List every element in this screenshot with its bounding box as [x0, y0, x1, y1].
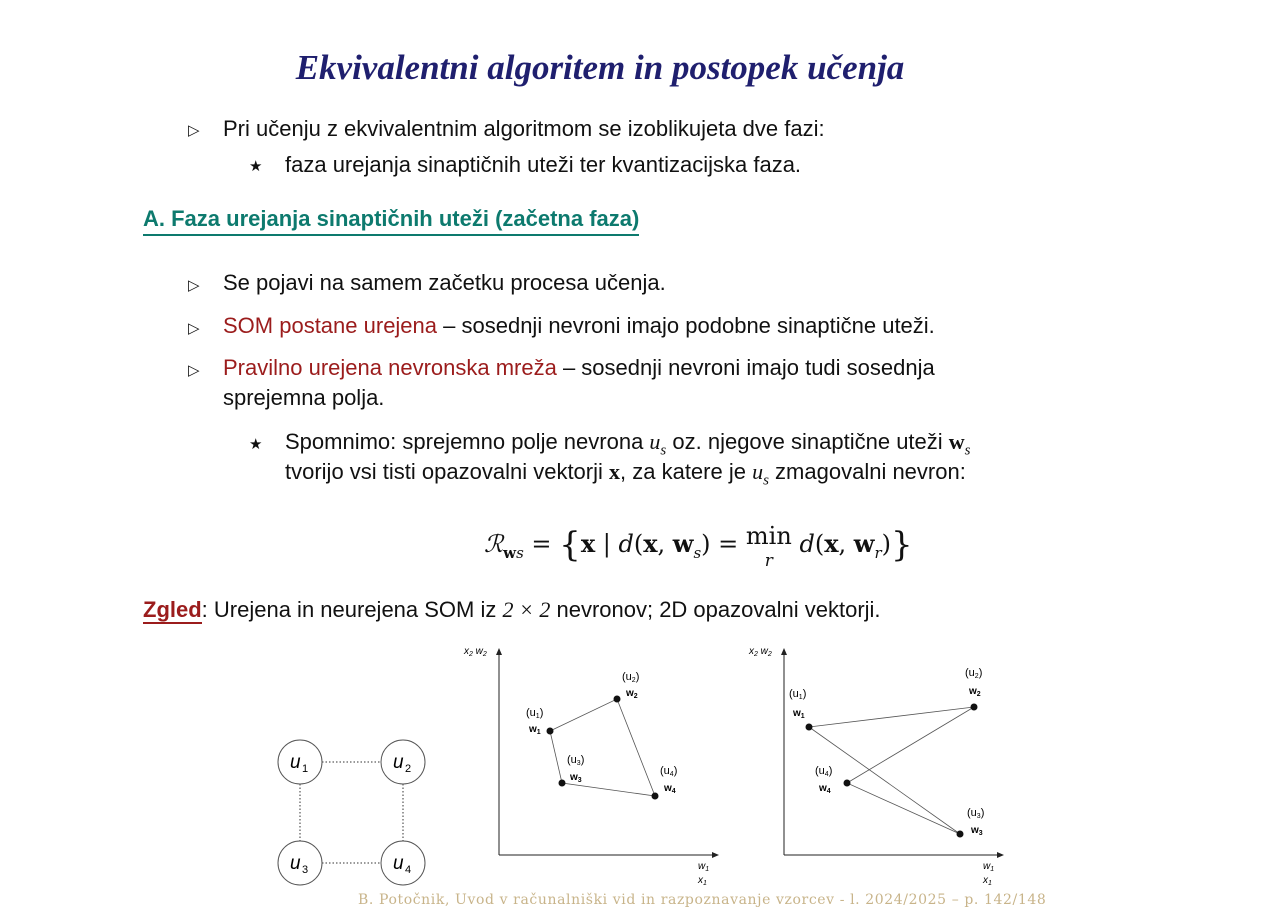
math-us: $u_s$ [752, 459, 769, 489]
svg-text:w1: $w_1$ [983, 861, 995, 873]
svg-text:w4: $w_4$ [819, 783, 831, 795]
svg-text:u: u [393, 752, 404, 773]
neuron-u4 [381, 841, 425, 885]
text-part: oz. njegove sinaptične uteži [666, 429, 949, 454]
ordered-som-plot [460, 640, 720, 890]
svg-text:u: u [393, 853, 404, 874]
svg-text:4: 4 [405, 864, 412, 876]
svg-text:x1: $x_1$ [698, 875, 707, 887]
weight-point [526, 707, 554, 736]
math-grid-size: 2 × 2 [502, 597, 551, 622]
star-bullet-icon: ★ [249, 158, 263, 175]
svg-text:3: 3 [302, 864, 309, 876]
svg-text:u: u [290, 752, 301, 773]
section-heading: A. Faza urejanja sinaptičnih uteži (začetna faza) [143, 206, 639, 236]
svg-text:(u3): (u3) [567, 754, 585, 767]
star-bullet-icon: ★ [249, 436, 263, 453]
bullet-text: Se pojavi na samem začetku procesa učenja. [223, 270, 666, 295]
triangle-bullet-icon: ▷ [188, 320, 200, 337]
weight-point [957, 807, 985, 838]
slide-title: Ekvivalentni algoritem in postopek učenja [295, 48, 905, 87]
neuron-u2 [381, 740, 425, 784]
bullet-rest: – sosednji nevroni imajo tudi sosednja [556, 355, 935, 380]
svg-text:(u4): (u4) [660, 765, 678, 778]
svg-text:1: 1 [302, 763, 309, 775]
weight-point [652, 765, 678, 800]
svg-text:(u1): (u1) [789, 688, 807, 701]
svg-text:(u2): (u2) [622, 671, 640, 684]
svg-text:(u2): (u2) [965, 667, 983, 680]
svg-text:2: 2 [405, 763, 412, 775]
som-grid-diagram [270, 730, 440, 890]
weight-point [965, 667, 982, 711]
weight-lattice [550, 699, 655, 796]
example-line [143, 597, 881, 623]
math-x: x [609, 459, 621, 484]
triangle-bullet-icon: ▷ [188, 122, 200, 139]
svg-text:w2: $w_2$ [969, 686, 981, 698]
highlight-term: Pravilno urejena nevronska mreža [223, 355, 557, 380]
svg-text:w2: $w_2$ [626, 688, 638, 700]
svg-text:w1: $w_1$ [793, 708, 805, 720]
math-us: $u_s$ [649, 429, 667, 459]
triangle-bullet-icon: ▷ [188, 362, 200, 379]
svg-text:x2 w2: $x_2$ $w_2$ [749, 646, 772, 658]
neuron-u1 [278, 740, 322, 784]
text-part: nevronov; 2D opazovalni vektorji. [550, 597, 881, 622]
text-part: , za katere je [620, 459, 753, 484]
slide-footer: B. Potočnik, Uvod v računalniški vid in razpoznavanje vzorcev - l. 2024/2025 – p. 142/148 [358, 892, 1047, 908]
sub-bullet-text-continued [285, 457, 966, 495]
receptive-field-formula: ℛ$_{ws}$ = {x | d(x, $w_s) = \min$ r d(x, $w_r$)} [484, 522, 913, 571]
svg-text:w3: $w_3$ [971, 825, 983, 837]
svg-text:w1: $w_1$ [529, 724, 541, 736]
weight-point [815, 765, 851, 795]
neuron-u3 [278, 841, 322, 885]
svg-text:(u3): (u3) [967, 807, 985, 820]
text-part: : Urejena in neurejena SOM iz [201, 597, 503, 622]
svg-text:x1: $x_1$ [983, 875, 992, 887]
svg-text:w3: $w_3$ [570, 772, 582, 784]
svg-text:w1: $w_1$ [698, 861, 710, 873]
svg-text:u: u [290, 853, 301, 874]
sub-bullet-text: faza urejanja sinaptičnih uteži ter kvantizacijska faza. [285, 152, 802, 177]
bullet-text-continued: sprejemna polja. [223, 385, 385, 410]
svg-text:(u1): (u1) [526, 707, 544, 720]
bullet-text [223, 311, 935, 341]
text-part: tvorijo vsi tisti opazovalni vektorji [285, 459, 610, 484]
text-part: Spomnimo: sprejemno polje nevrona [285, 429, 650, 454]
math-ws: $w_s$ [948, 429, 971, 459]
bullet-text [223, 353, 935, 383]
weight-point [559, 754, 585, 787]
highlight-term: SOM postane urejena [223, 313, 438, 338]
example-label: Zgled [143, 597, 202, 622]
triangle-bullet-icon: ▷ [188, 277, 200, 294]
weight-lattice [809, 707, 974, 834]
bullet-rest: – sosednji nevroni imajo podobne sinaptične uteži. [437, 313, 935, 338]
weight-point [789, 688, 813, 731]
unordered-som-plot [745, 640, 1005, 890]
svg-text:w4: $w_4$ [664, 783, 676, 795]
svg-text:(u4): (u4) [815, 765, 833, 778]
svg-text:x2 w2: $x_2$ $w_2$ [464, 646, 487, 658]
text-part: zmagovalni nevron: [768, 459, 966, 484]
weight-point [614, 671, 640, 703]
bullet-text: Pri učenju z ekvivalentnim algoritmom se izoblikujeta dve fazi: [223, 116, 825, 141]
